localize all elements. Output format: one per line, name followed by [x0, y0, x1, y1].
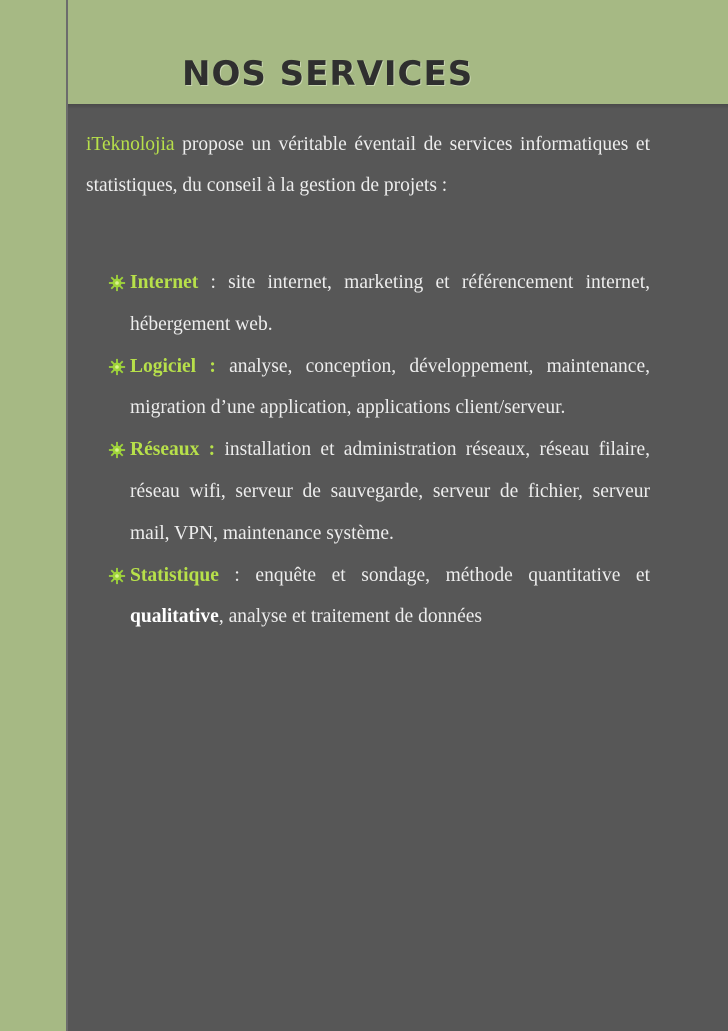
service-description: analyse, conception, développement, maintenance, migration d’une application, applications client/serveur. — [130, 355, 650, 419]
service-label: Statistique — [130, 564, 219, 586]
green-gear-bullet-icon — [108, 441, 126, 459]
service-reseaux — [102, 429, 650, 554]
green-gear-bullet-icon — [108, 274, 126, 292]
service-description: installation et administration réseaux, réseau filaire, réseau wifi, serveur de sauvegarde, serveur de fichier, serveur mail, VPN, maintenance système. — [130, 439, 651, 544]
service-statistique — [102, 555, 650, 639]
service-sep: : — [218, 564, 256, 586]
intro-text: propose un véritable éventail de services informatiques et statistiques, du conseil à la gestion de projets : — [86, 134, 650, 196]
service-description: enquête et sondage, méthode quantitative et — [255, 564, 650, 586]
service-description: site internet, marketing et référencement internet, hébergement web. — [130, 272, 651, 335]
service-sep — [216, 356, 229, 377]
page-title: NOS SERVICES — [182, 54, 474, 94]
service-label: Logiciel : — [130, 355, 216, 377]
service-logiciel — [102, 346, 650, 430]
intro-paragraph — [86, 124, 650, 206]
service-label: Internet — [130, 272, 199, 293]
title-shadow — [68, 104, 728, 109]
services-list — [102, 262, 650, 638]
service-strong-term: qualitative — [130, 606, 219, 628]
service-description-end: , analyse et traitement de données — [218, 606, 482, 628]
green-gear-bullet-icon — [108, 358, 126, 376]
service-label: Réseaux : — [130, 439, 216, 461]
green-gear-bullet-icon — [108, 567, 126, 585]
service-sep: : — [198, 272, 229, 293]
brand-name: iTeknolojia — [86, 134, 175, 155]
service-internet — [102, 262, 650, 346]
